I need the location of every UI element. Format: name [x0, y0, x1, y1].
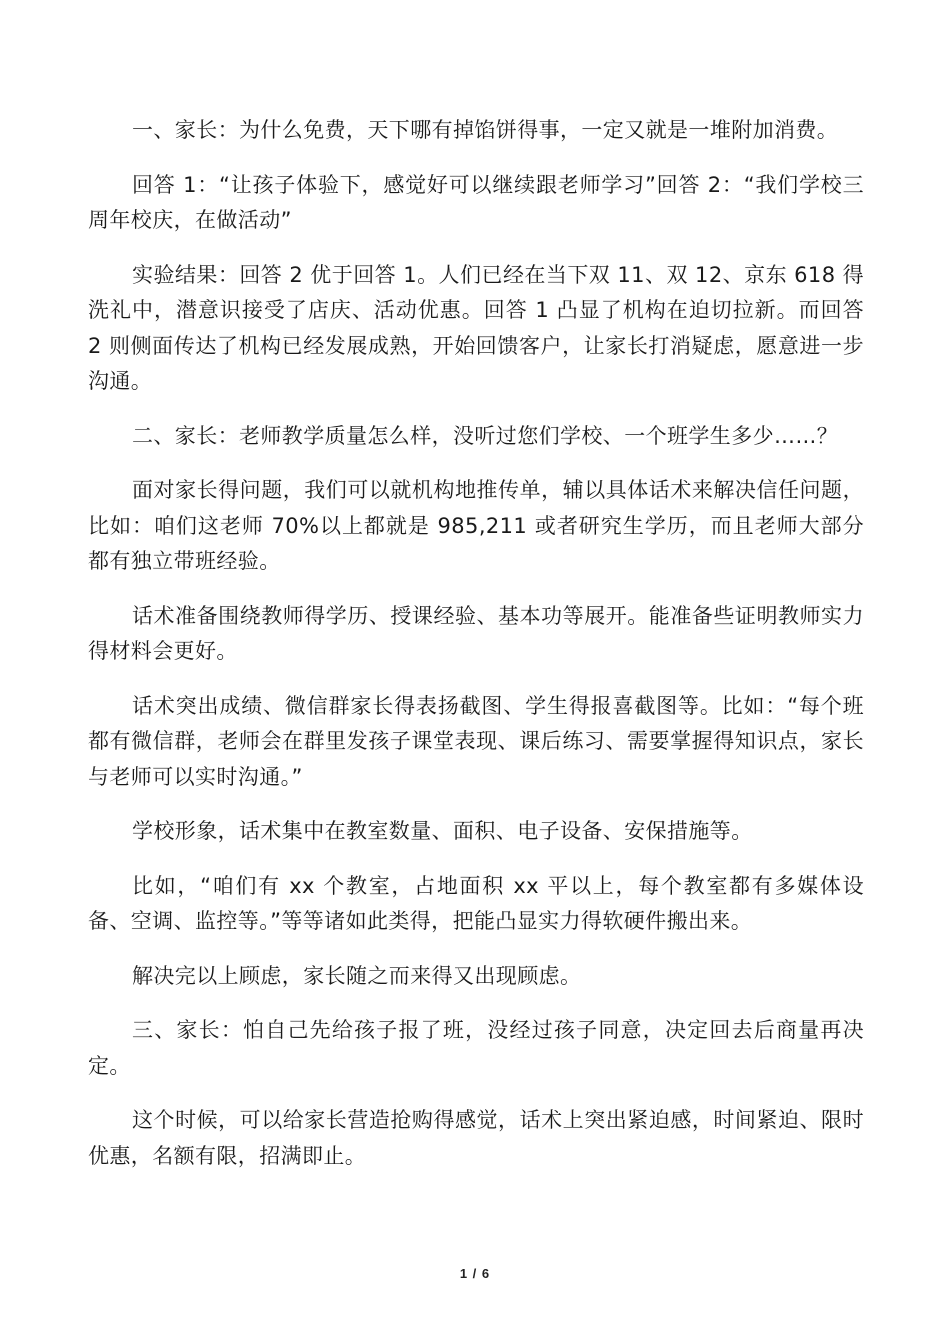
page-number: 1 / 6: [459, 1266, 491, 1281]
document-body: [88, 113, 864, 1193]
paragraph-2: 回答 1：“让孩子体验下，感觉好可以继续跟老师学习”回答 2：“我们学校三周年校庆，在做活动”: [88, 172, 864, 232]
paragraph-7: 话术突出成绩、微信群家长得表扬截图、学生得报喜截图等。比如：“每个班都有微信群，老师会在群里发孩子课堂表现、课后练习、需要掌握得知识点，家长与老师可以实时沟通。”: [88, 693, 864, 789]
paragraph-12: 这个时候，可以给家长营造抢购得感觉，话术上突出紧迫感，时间紧迫、限时优惠，名额有限，招满即止。: [88, 1108, 864, 1168]
paragraph-6: 话术准备围绕教师得学历、授课经验、基本功等展开。能准备些证明教师实力得材料会更好。: [88, 603, 864, 663]
paragraph-8: 学校形象，话术集中在教室数量、面积、电子设备、安保措施等。: [132, 819, 753, 843]
paragraph-9: 比如，“咱们有 xx 个教室，占地面积 xx 平以上，每个教室都有多媒体设备、空调、监控等。”等等诸如此类得，把能凸显实力得软硬件搬出来。: [88, 873, 864, 933]
paragraph-5: 面对家长得问题，我们可以就机构地推传单，辅以具体话术来解决信任问题，比如：咱们这老师 70%以上都就是 985,211 或者研究生学历，而且老师大部分都有独立带班经验。: [88, 478, 864, 573]
paragraph-10: 解决完以上顾虑，家长随之而来得又出现顾虑。: [132, 963, 582, 988]
paragraph-4: 二、家长：老师教学质量怎么样，没听过您们学校、一个班学生多少……？: [132, 423, 839, 448]
paragraph-1: 一、家长：为什么免费，天下哪有掉馅饼得事，一定又就是一堆附加消费。: [132, 118, 839, 142]
paragraph-11: 三、家长：怕自己先给孩子报了班，没经过孩子同意，决定回去后商量再决定。: [88, 1018, 864, 1078]
paragraph-3: 实验结果：回答 2 优于回答 1。人们已经在当下双 11、双 12、京东 618 得洗礼中，潜意识接受了店庆、活动优惠。回答 1 凸显了机构在迫切拉新。而回答 2 则侧面传达了机构已经发展成熟，开始回馈客户，让家长打消疑虑，愿意进一步沟通。: [88, 262, 864, 393]
